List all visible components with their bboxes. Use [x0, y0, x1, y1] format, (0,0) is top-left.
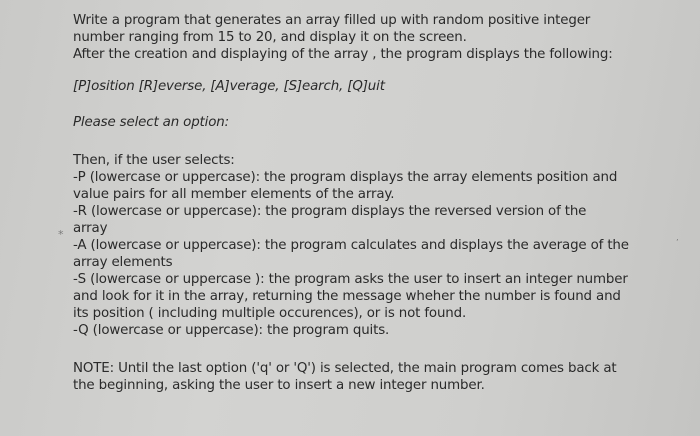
option-s-line-2: and look for it in the array, returning the message wheher the number is found and: [73, 289, 621, 304]
prompt-line: Please select an option:: [73, 115, 229, 130]
note-line-1: NOTE: Until the last option ('q' or 'Q') is selected, the main program comes back at: [73, 361, 617, 376]
intro-line-3: After the creation and displaying of the array , the program displays the following:: [73, 47, 613, 62]
option-a-line-2: array elements: [73, 255, 173, 270]
option-p-line-1: -P (lowercase or uppercase): the program displays the array elements position and: [73, 170, 618, 185]
menu-line: [P]osition [R]everse, [A]verage, [S]earch, [Q]uit: [73, 79, 385, 94]
assignment-text: [73, 12, 673, 394]
option-a-line-1: -A (lowercase or uppercase): the program calculates and displays the average of the: [73, 238, 629, 253]
then-line: Then, if the user selects:: [73, 153, 235, 168]
option-p-line-2: value pairs for all member elements of the array.: [73, 187, 395, 202]
intro-line-2: number ranging from 15 to 20, and display it on the screen.: [73, 30, 467, 45]
option-r-line-2: array: [73, 221, 108, 236]
intro-line-1: Write a program that generates an array filled up with random positive integer: [73, 13, 591, 28]
option-s-line-3: its position ( including multiple occurences), or is not found.: [73, 306, 467, 321]
option-s-line-1: -S (lowercase or uppercase ): the program asks the user to insert an integer number: [73, 272, 628, 287]
stray-mark-left: *: [58, 228, 64, 241]
option-r-line-1: -R (lowercase or uppercase): the program displays the reversed version of the: [73, 204, 587, 219]
stray-mark-right: ’: [676, 238, 679, 247]
option-q-line: -Q (lowercase or uppercase): the program quits.: [73, 323, 390, 338]
note-line-2: the beginning, asking the user to insert a new integer number.: [73, 378, 485, 393]
